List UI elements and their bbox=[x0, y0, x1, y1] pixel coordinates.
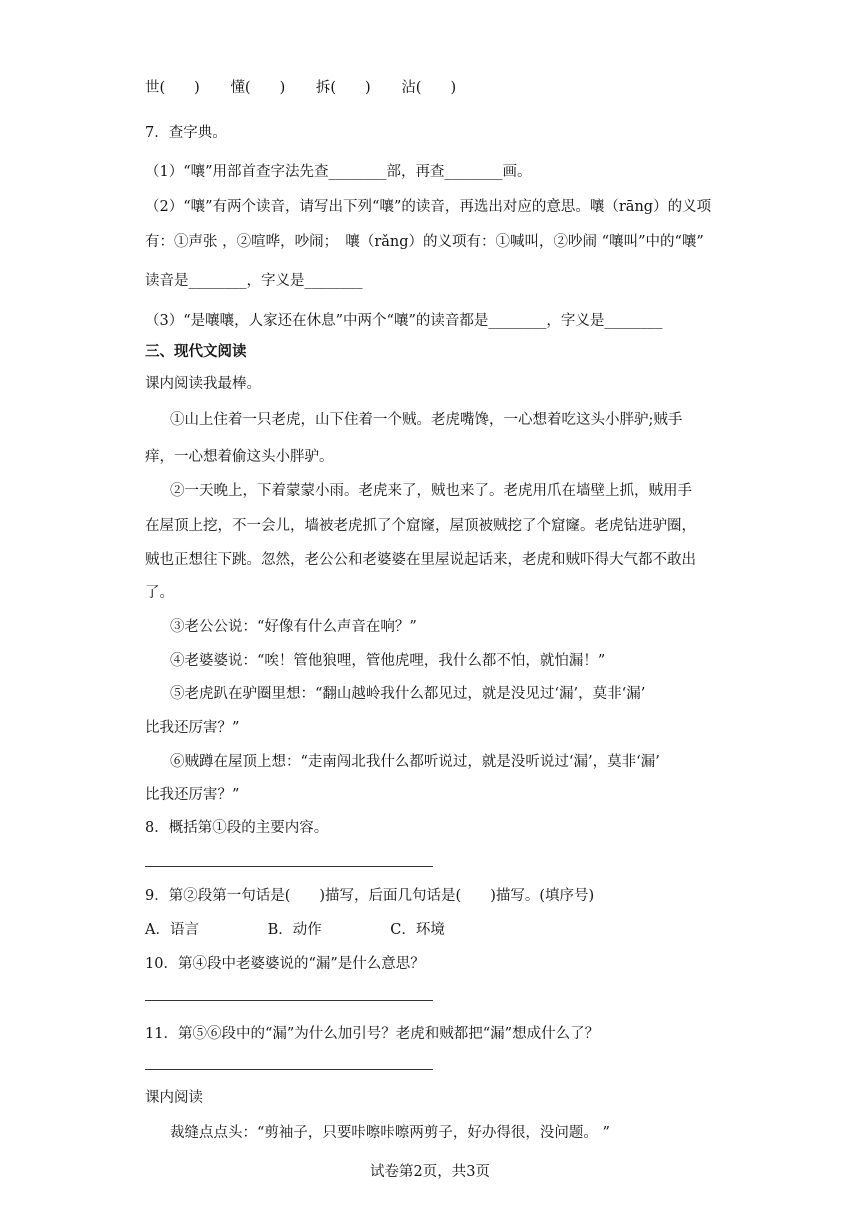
answer-line[interactable] bbox=[145, 1000, 433, 1001]
answer-line[interactable] bbox=[145, 866, 433, 867]
page-footer: 试卷第2页，共3页 bbox=[370, 1164, 490, 1180]
question-7-part-2-line-3: 读音是________，字义是________ bbox=[145, 273, 363, 289]
passage-para-6-line-1: ⑥贼蹲在屋顶上想：“走南闯北我什么都听说过，就是没听说过‘漏’，莫非‘漏’ bbox=[170, 754, 660, 770]
question-10: 10．第④段中老婆婆说的“漏”是什么意思？ bbox=[145, 956, 425, 972]
option-a: A．语言 bbox=[145, 922, 199, 938]
question-7-part-1: （1）“嚷”用部首查字法先查________部，再查________画。 bbox=[145, 164, 532, 180]
answer-line[interactable] bbox=[145, 1069, 433, 1070]
char-item: 拆( ) bbox=[315, 80, 371, 96]
passage-para-2-line-4: 了。 bbox=[145, 585, 174, 601]
question-7-title: 7．查字典。 bbox=[145, 125, 227, 141]
question-7-part-2-line-1: （2）“嚷”有两个读音，请写出下列“嚷”的读音，再选出对应的意思。嚷（rāng）的义项 bbox=[145, 199, 712, 215]
passage-para-2-line-3: 贼也正想往下跳。忽然，老公公和老婆婆在里屋说起话来，老虎和贼吓得大气都不敢出 bbox=[145, 552, 696, 568]
option-c: C．环境 bbox=[390, 922, 445, 938]
question-11: 11．第⑤⑥段中的“漏”为什么加引号？老虎和贼都把“漏”想成什么了？ bbox=[145, 1026, 600, 1042]
section-heading: 三、现代文阅读 bbox=[145, 343, 247, 360]
reading-intro: 课内阅读我最棒。 bbox=[145, 376, 261, 392]
passage-para-4: ④老婆婆说：“唉！管他狼哩，管他虎哩，我什么都不怕，就怕漏！” bbox=[170, 653, 606, 669]
question-9: 9．第②段第一句话是( )描写，后面几句话是( )描写。(填序号) bbox=[145, 888, 595, 904]
passage-para-3: ③老公公说：“好像有什么声音在响？” bbox=[170, 619, 417, 635]
passage-para-2-line-1: ②一天晚上，下着蒙蒙小雨。老虎来了，贼也来了。老虎用爪在墙壁上抓，贼用手 bbox=[170, 483, 692, 499]
passage-para-1-line-1: ①山上住着一只老虎，山下住着一个贼。老虎嘴馋，一心想着吃这头小胖驴;贼手 bbox=[170, 412, 683, 428]
question-7-part-3: （3）“是嚷嚷，人家还在休息”中两个“嚷”的读音都是________，字义是________ bbox=[145, 313, 663, 329]
passage-para-5-line-2: 比我还厉害？” bbox=[145, 720, 240, 736]
char-item: 沾( ) bbox=[401, 80, 457, 96]
option-b: B．动作 bbox=[267, 922, 322, 938]
char-item: 懂( ) bbox=[230, 80, 286, 96]
passage-para-6-line-2: 比我还厉害？” bbox=[145, 787, 240, 803]
question-9-options bbox=[145, 920, 445, 940]
passage-para-1-line-2: 痒，一心想着偷这头小胖驴。 bbox=[145, 449, 334, 465]
reading-2-title: 课内阅读 bbox=[145, 1090, 203, 1106]
question-7-part-2-line-2: 有：①声张 ，②喧哗，吵闹； 嚷（rǎng）的义项有：①喊叫，②吵闹 “嚷叫”中的“嚷” bbox=[145, 234, 704, 250]
passage-para-2-line-2: 在屋顶上挖，不一会儿，墙被老虎抓了个窟窿，屋顶被贼挖了个窟窿。老虎钻进驴圈， bbox=[145, 518, 696, 534]
reading-2-line-1: 裁缝点点头：“剪袖子，只要咔嚓咔嚓两剪子，好办得很，没问题。 ” bbox=[170, 1125, 610, 1141]
question-8: 8．概括第①段的主要内容。 bbox=[145, 820, 329, 836]
char-item: 世( ) bbox=[145, 80, 200, 96]
passage-para-5-line-1: ⑤老虎趴在驴圈里想：“翻山越岭我什么都见过，就是没见过‘漏’，莫非‘漏’ bbox=[170, 686, 646, 702]
char-pinyin-row bbox=[145, 78, 482, 98]
